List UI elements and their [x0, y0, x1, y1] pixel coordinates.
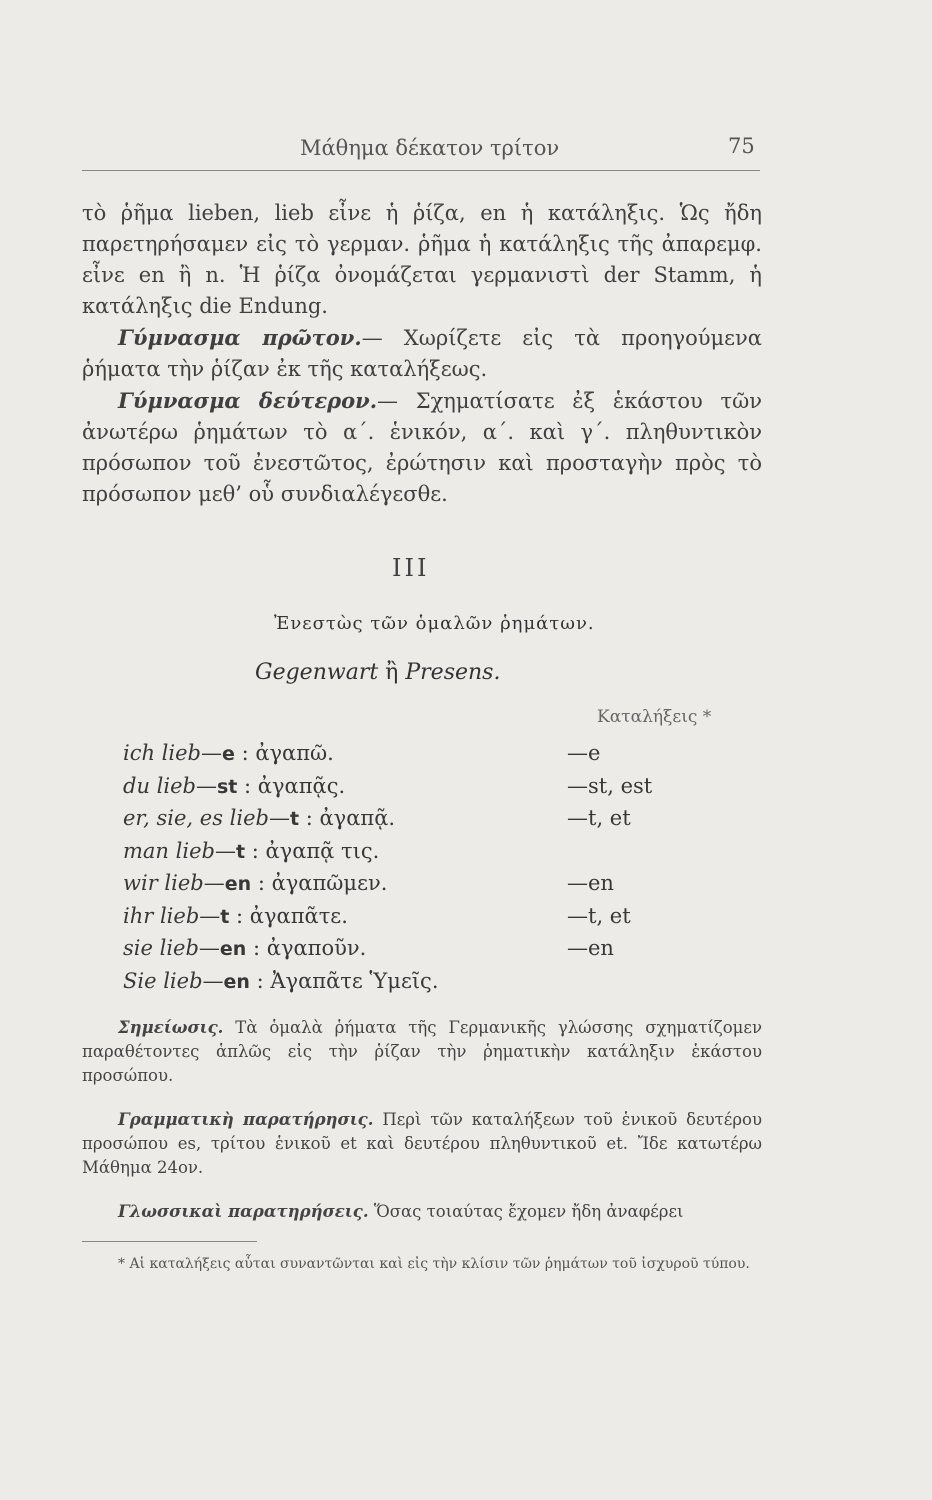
- conj-dash: —: [200, 741, 222, 765]
- footnote-rule: [82, 1241, 257, 1242]
- conj-suffix: st: [216, 776, 238, 798]
- conj-dash: —: [198, 936, 220, 960]
- conj-dash: —: [199, 904, 221, 928]
- note-1-label: Σημείωσις.: [118, 1018, 224, 1037]
- conj-pronoun: er, sie, es lieb: [123, 806, 269, 830]
- intro-paragraph: τὸ ῥῆμα lieben, lieb εἶνε ἡ ῥίζα, en ἡ κατάληξις. Ὡς ἤδη παρετηρήσαμεν εἰς τὸ γερμαν. ῥῆμα ἡ κατάληξις τῆς ἀπαρεμφ. εἶνε en ἢ n. Ἡ ῥίζα ὀνομάζεται γερμανιστὶ der Stamm, ἡ κατάληξις die Endung.: [82, 201, 762, 318]
- conj-suffix: e: [221, 743, 235, 765]
- conj-ending: —e: [567, 741, 601, 765]
- conj-pronoun: sie lieb: [123, 936, 199, 960]
- conj-dash: —: [203, 871, 225, 895]
- conj-dash: —: [214, 839, 236, 863]
- conj-greek: : ἀγαποῦν.: [253, 936, 367, 960]
- note-1: [82, 1016, 762, 1088]
- page-number: 75: [728, 134, 755, 158]
- exercise-1-text: — Χωρίζετε εἰς τὰ προηγούμενα ῥήματα τὴν ῥίζαν ἐκ τῆς καταλήξεως.: [82, 326, 762, 381]
- conj-dash: —: [195, 774, 217, 798]
- note-1-text: Τὰ ὁμαλὰ ῥήματα τῆς Γερμανικῆς γλώσσης σχηματίζομεν παραθέτοντες ἁπλῶς εἰς τὴν ῥίζαν τὴν ῥηματικὴν κατάληξιν ἑκάστου προσώπου.: [82, 1018, 762, 1085]
- conj-pronoun: du lieb: [123, 774, 196, 798]
- conj-dash: —: [202, 969, 224, 993]
- conj-greek: : ἀγαπᾷς.: [244, 774, 346, 798]
- conj-ending: —st, est: [567, 774, 653, 798]
- conjugation-row: [123, 868, 387, 898]
- title-german: Gegenwart: [255, 660, 379, 685]
- title-connector: ἢ: [385, 660, 399, 685]
- conjugation-row: [123, 803, 395, 833]
- conj-pronoun: ich lieb: [123, 741, 201, 765]
- footnote: * Αἱ καταλήξεις αὗται συναντῶνται καὶ εἰς τὴν κλίσιν τῶν ῥημάτων τοῦ ἰσχυροῦ τύπου.: [118, 1256, 750, 1272]
- note-3: [82, 1200, 762, 1224]
- note-3-text: Ὅσας τοιαύτας ἔχομεν ἤδη ἀναφέρει: [368, 1202, 684, 1221]
- conjugation-row: [123, 771, 345, 801]
- conj-suffix: en: [219, 938, 247, 960]
- conj-greek: : ἀγαπᾷ.: [305, 806, 396, 830]
- conjugation-row: [123, 901, 348, 931]
- section-number: III: [392, 554, 430, 582]
- exercise-2: [82, 385, 762, 510]
- intro-text: [82, 198, 762, 510]
- conjugation-row: [123, 966, 439, 996]
- conj-greek: : Ἀγαπᾶτε Ὑμεῖς.: [256, 969, 439, 993]
- conj-suffix: en: [223, 971, 250, 993]
- note-2-text: Περὶ τῶν καταλήξεων τοῦ ἑνικοῦ δευτέρου προσώπου es, τρίτου ἑνικοῦ et καὶ δευτέρου πληθυντικοῦ et. Ἴδε κατωτέρω Μάθημα 24ον.: [82, 1110, 762, 1177]
- conjugation-row: [123, 836, 379, 866]
- section-subtitle: Ἐνεστὼς τῶν ὁμαλῶν ῥημάτων.: [274, 613, 595, 634]
- conj-suffix: en: [224, 873, 252, 895]
- title-latin: Presens.: [405, 660, 501, 685]
- conj-suffix: t: [235, 841, 246, 863]
- exercise-2-text: — Σχηματίσατε ἐξ ἑκάστου τῶν ἀνωτέρω ῥημάτων τὸ α΄. ἑνικόν, α΄. καὶ γ΄. πληθυντικὸν πρόσωπον τοῦ ἐνεστῶτος, ἐρώτησιν καὶ προσταγὴν πρὸς τὸ πρόσωπον μεθ’ οὗ συνδιαλέγεσθε.: [82, 389, 762, 506]
- conj-dash: —: [268, 806, 290, 830]
- conj-suffix: t: [220, 906, 230, 928]
- running-header: Μάθημα δέκατον τρίτον: [300, 136, 560, 160]
- conj-greek: : ἀγαπῶμεν.: [257, 871, 388, 895]
- conj-ending: —t, et: [567, 904, 631, 928]
- conjugation-row: [123, 933, 366, 963]
- conj-greek: : ἀγαπῶ.: [241, 741, 334, 765]
- note-2: [82, 1108, 762, 1180]
- conj-ending: —t, et: [567, 806, 631, 830]
- conj-pronoun: wir lieb: [123, 871, 204, 895]
- conj-greek: : ἀγαπᾶτε.: [236, 904, 348, 928]
- conj-pronoun: Sie lieb: [123, 969, 203, 993]
- exercise-2-label: Γύμνασμα δεύτερον.: [118, 388, 378, 413]
- conj-greek: : ἀγαπᾷ τις.: [251, 839, 380, 863]
- conj-suffix: t: [289, 808, 300, 830]
- conj-ending: —en: [567, 936, 614, 960]
- header-rule: [82, 170, 760, 171]
- note-3-label: Γλωσσικαὶ παρατηρήσεις.: [118, 1202, 369, 1221]
- endings-header: Καταλήξεις *: [597, 707, 712, 727]
- conj-pronoun: man lieb: [123, 839, 215, 863]
- conj-pronoun: ihr lieb: [123, 904, 200, 928]
- exercise-1-label: Γύμνασμα πρῶτον.: [118, 325, 362, 350]
- exercise-1: [82, 322, 762, 385]
- note-2-label: Γραμματικὴ παρατήρησις.: [118, 1110, 374, 1129]
- conj-ending: —en: [567, 871, 614, 895]
- conjugation-row: [123, 738, 334, 768]
- section-title: [255, 660, 500, 685]
